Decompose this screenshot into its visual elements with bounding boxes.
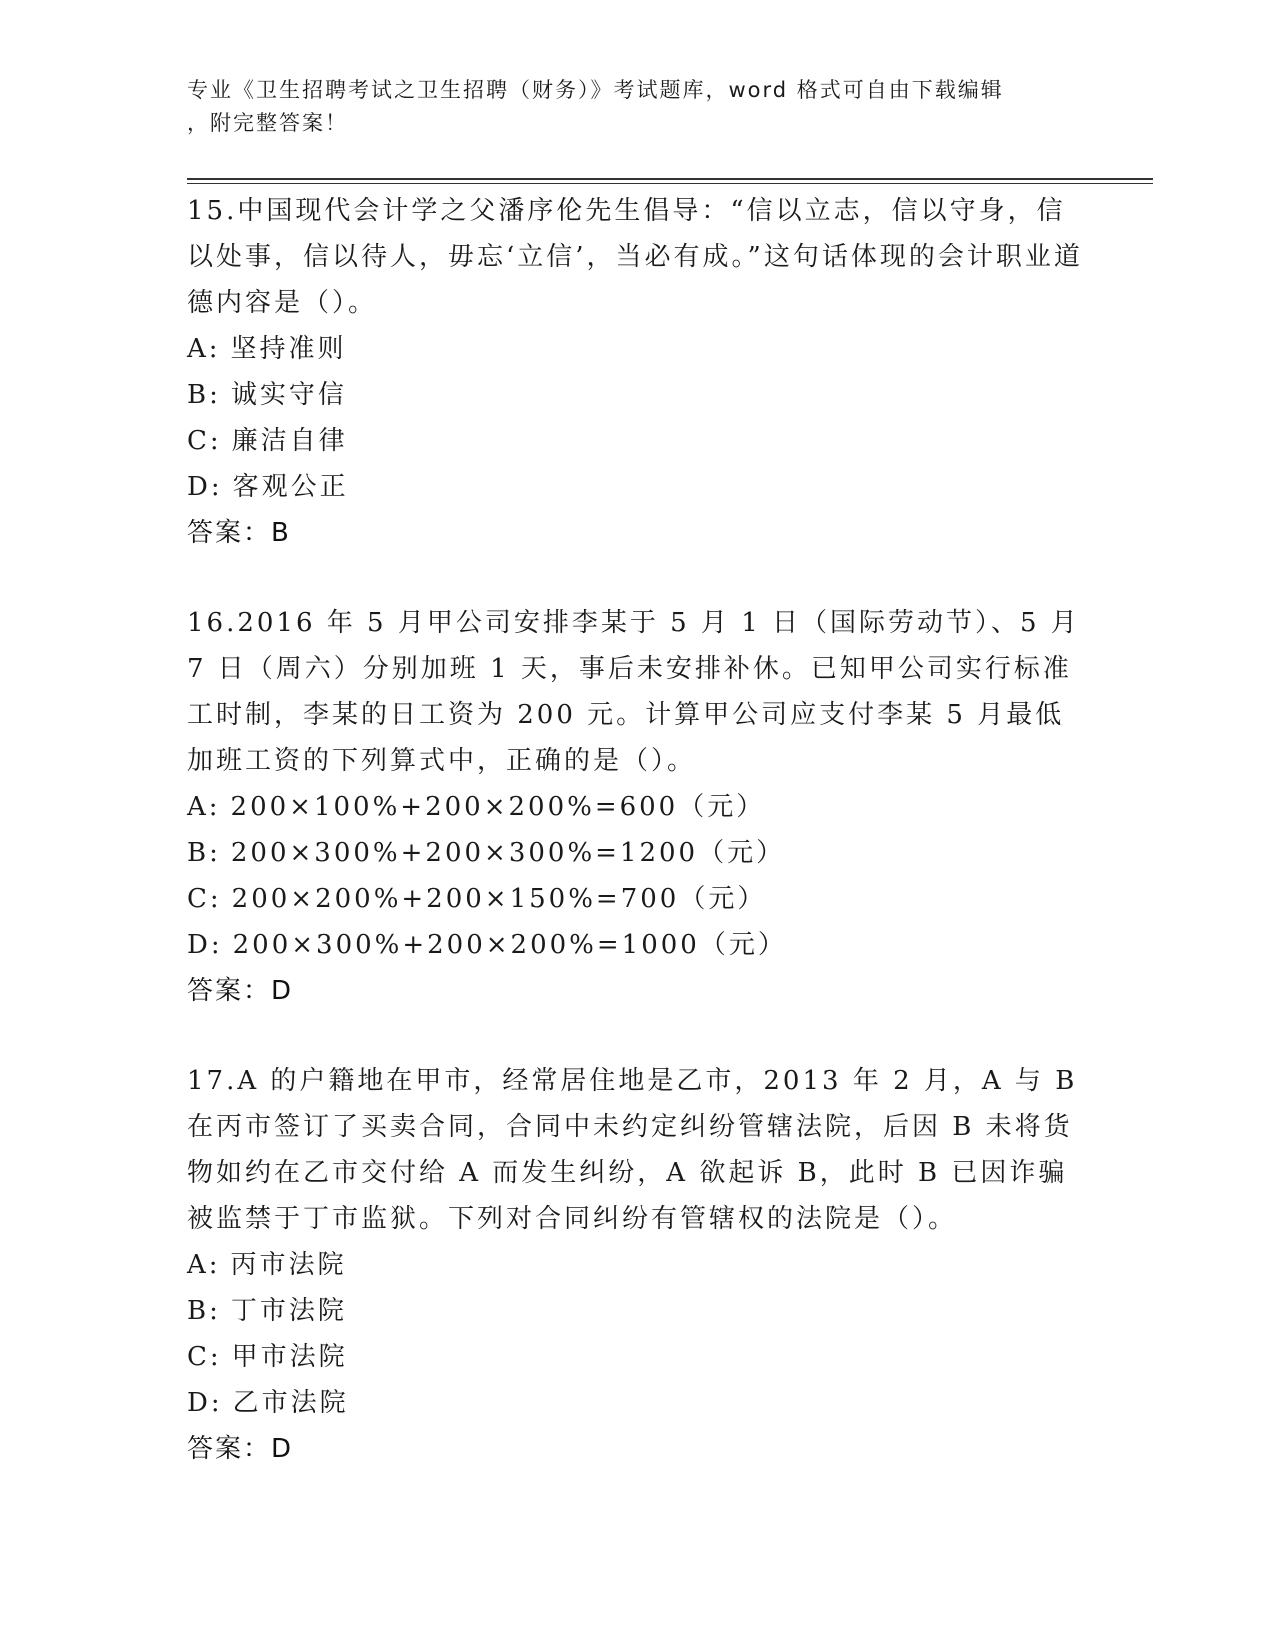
option-text: 客观公正	[232, 472, 349, 502]
option-key: C:	[187, 1342, 222, 1372]
option-key: D:	[187, 472, 223, 502]
question-15	[187, 188, 1087, 556]
question-stem: 17.A 的户籍地在甲市，经常居住地是乙市，2013 年 2 月，A 与 B 在丙市签订了买卖合同，合同中未约定纠纷管辖法院，后因 B 未将货物如约在乙市交付给 A 而发生纠纷，A 欲起诉 B，此时 B 已因诈骗被监禁于丁市监狱。下列对合同纠纷有管辖权的法院是（）。	[187, 1066, 1078, 1234]
option-text: 200×100%+200×200%=600（元）	[230, 792, 766, 822]
option-a	[187, 326, 1087, 372]
question-16	[187, 600, 1087, 1014]
option-b	[187, 830, 1087, 876]
page-header	[187, 74, 1087, 140]
option-key: C:	[187, 426, 222, 456]
option-key: D:	[187, 930, 223, 960]
option-text: 甲市法院	[231, 1342, 348, 1372]
option-text: 乙市法院	[232, 1388, 349, 1418]
answer-line: 答案：D	[187, 976, 294, 1006]
option-d	[187, 1380, 1087, 1426]
option-b	[187, 372, 1087, 418]
option-text: 廉洁自律	[231, 426, 348, 456]
option-c	[187, 418, 1087, 464]
header-line-1: 专业《卫生招聘考试之卫生招聘（财务）》考试题库，word 格式可自由下载编辑	[187, 78, 1004, 102]
option-key: A:	[187, 334, 221, 364]
question-stem: 15.中国现代会计学之父潘序伦先生倡导：“信以立志，信以守身，信以处事，信以待人，毋忘‘立信’，当必有成。”这句话体现的会计职业道德内容是（）。	[187, 196, 1083, 318]
answer-line: 答案：B	[187, 518, 291, 548]
option-key: A:	[187, 792, 221, 822]
option-d	[187, 922, 1087, 968]
option-text: 诚实守信	[230, 380, 347, 410]
option-d	[187, 464, 1087, 510]
option-text: 200×300%+200×300%=1200（元）	[230, 838, 786, 868]
option-c	[187, 876, 1087, 922]
option-text: 丁市法院	[230, 1296, 347, 1326]
option-c	[187, 1334, 1087, 1380]
question-17	[187, 1058, 1087, 1472]
option-a	[187, 784, 1087, 830]
option-key: B:	[187, 838, 221, 868]
answer-line: 答案：D	[187, 1434, 294, 1464]
option-key: B:	[187, 380, 221, 410]
header-line-2: ，附完整答案！	[187, 111, 348, 135]
option-text: 丙市法院	[230, 1250, 347, 1280]
question-list	[187, 188, 1087, 1516]
header-divider-thin	[187, 183, 1153, 184]
option-text: 200×300%+200×200%=1000（元）	[232, 930, 787, 960]
option-b	[187, 1288, 1087, 1334]
option-key: A:	[187, 1250, 221, 1280]
option-a	[187, 1242, 1087, 1288]
option-key: B:	[187, 1296, 221, 1326]
question-stem: 16.2016 年 5 月甲公司安排李某于 5 月 1 日（国际劳动节）、5 月 7 日（周六）分别加班 1 天，事后未安排补休。已知甲公司实行标准工时制，李某的日工资为 200 元。计算甲公司应支付李某 5 月最低加班工资的下列算式中，正确的是（）。	[187, 608, 1080, 776]
option-text: 坚持准则	[230, 334, 347, 364]
option-text: 200×200%+200×150%=700（元）	[231, 884, 767, 914]
header-divider-thick	[187, 178, 1153, 180]
option-key: D:	[187, 1388, 223, 1418]
option-key: C:	[187, 884, 222, 914]
